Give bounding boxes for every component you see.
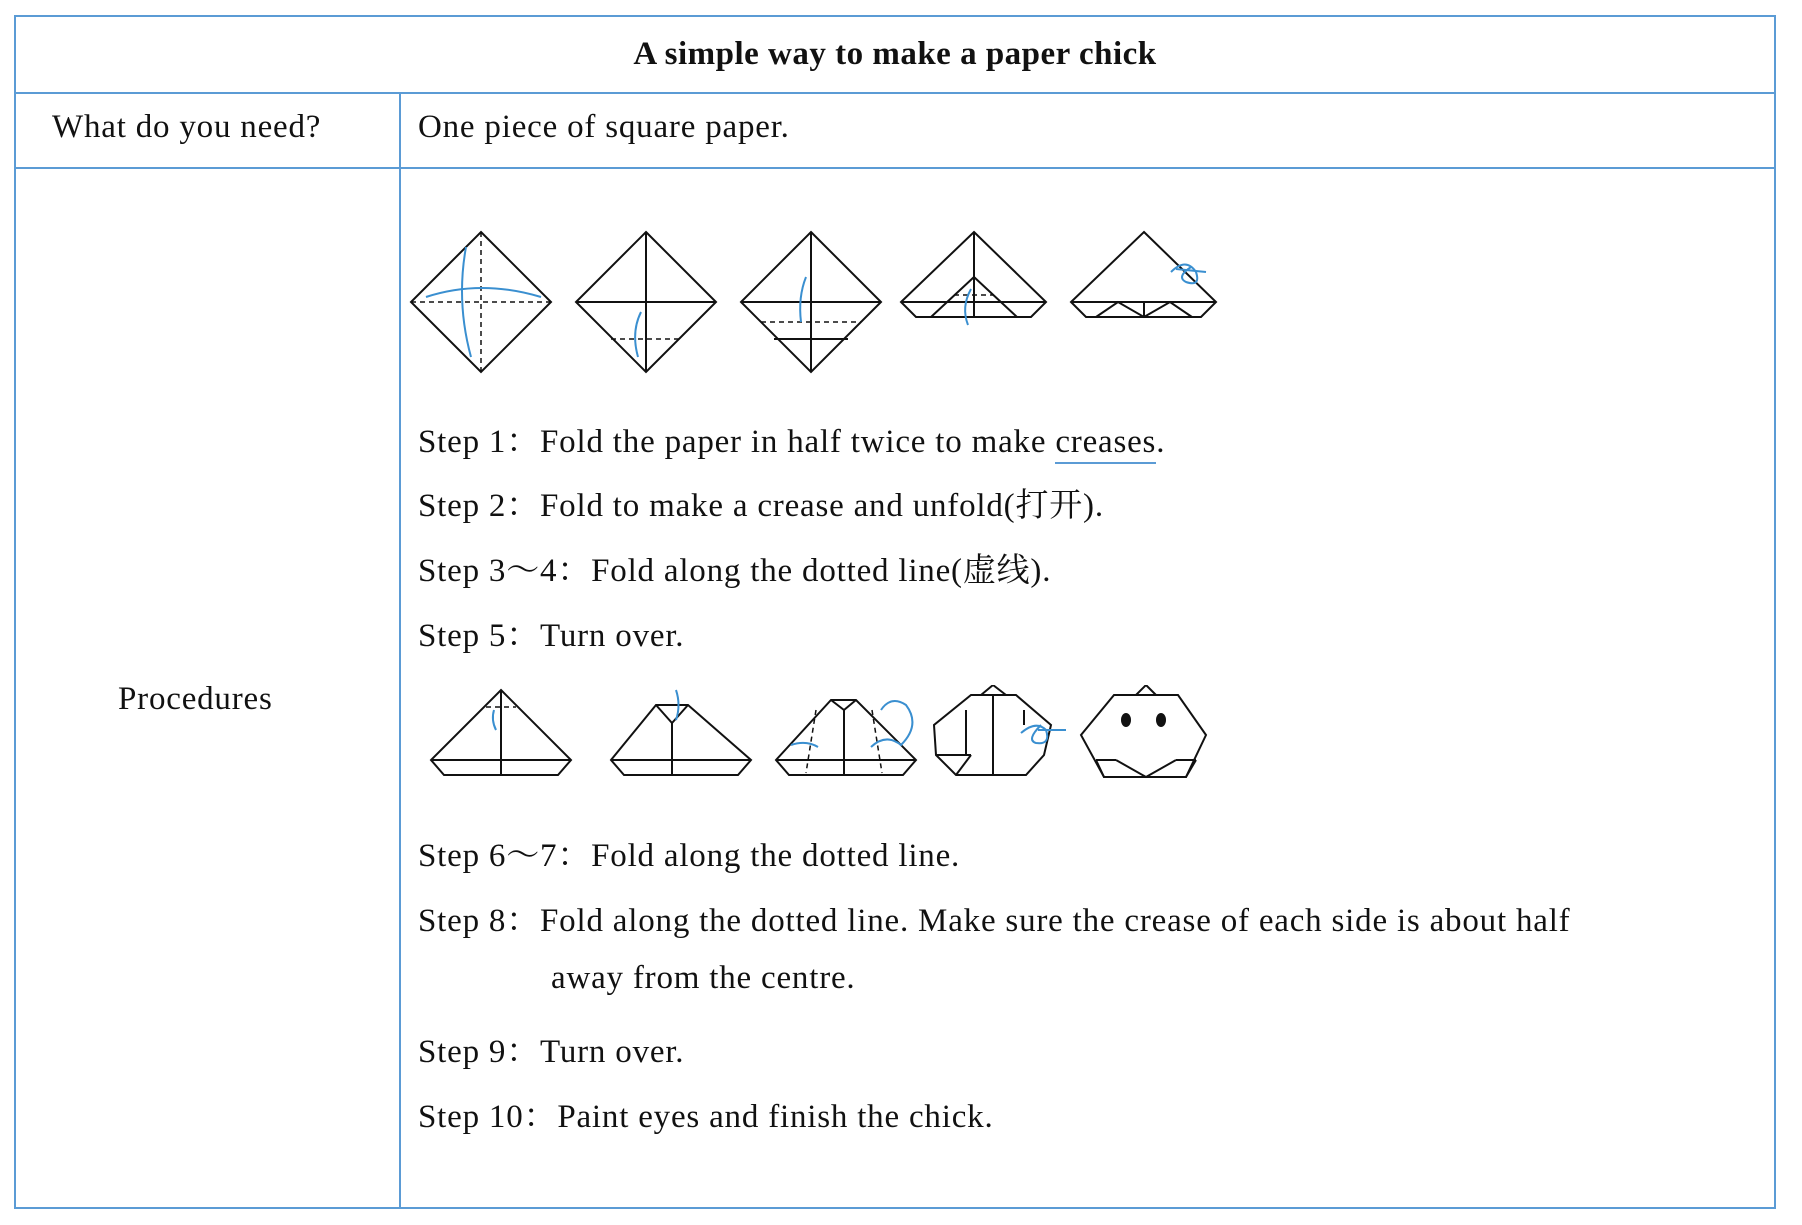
diagram-row-steps-6-10 [426, 685, 1306, 815]
step-1-underlined: creases [1055, 424, 1156, 464]
instruction-table [14, 15, 1776, 1209]
step-6-7 [418, 829, 960, 876]
diagram-step-8 [776, 700, 916, 775]
step-8-key: Step 8： [418, 903, 541, 939]
column-divider [399, 92, 401, 1209]
step-1-end: . [1156, 424, 1166, 460]
diagram-step-7 [611, 690, 751, 775]
step-6-7-key: Step 6～7： [418, 838, 592, 874]
step-5 [418, 609, 684, 656]
step-8 [418, 894, 1570, 941]
step-1-text: Fold the paper in half twice to make [540, 424, 1056, 460]
diagram-step-9 [934, 685, 1066, 775]
step-5-text: Turn over. [540, 618, 685, 654]
diagram-row-steps-1-5 [406, 217, 1306, 397]
diagram-step-4 [901, 232, 1046, 325]
step-1-key: Step 1： [418, 424, 541, 460]
step-8-text-2: away from the centre. [551, 960, 856, 996]
step-3-4 [418, 544, 1051, 591]
diagram-step-1 [411, 232, 551, 372]
step-1 [418, 415, 1165, 462]
step-10 [418, 1090, 994, 1137]
diagram-step-5 [1071, 232, 1216, 317]
need-label: What do you need? [52, 109, 322, 145]
step-3-4-text: Fold along the dotted line(虚线). [591, 553, 1052, 589]
need-value: One piece of square paper. [418, 109, 790, 145]
table-title: A simple way to make a paper chick [16, 17, 1774, 94]
step-9-text: Turn over. [540, 1034, 685, 1070]
diagram-step-10 [1081, 685, 1206, 777]
step-2-text: Fold to make a crease and unfold(打开). [540, 488, 1104, 524]
step-9-key: Step 9： [418, 1034, 541, 1070]
step-6-7-text: Fold along the dotted line. [591, 838, 961, 874]
step-10-text: Paint eyes and finish the chick. [557, 1099, 994, 1135]
step-2 [418, 479, 1104, 526]
row-divider [16, 167, 1774, 169]
step-8-text: Fold along the dotted line. Make sure the crease of each side is about half [540, 903, 1571, 939]
diagram-step-3 [741, 232, 881, 372]
step-3-4-key: Step 3～4： [418, 553, 592, 589]
procedures-label: Procedures [118, 681, 273, 717]
step-2-key: Step 2： [418, 488, 541, 524]
step-5-key: Step 5： [418, 618, 541, 654]
step-9 [418, 1025, 684, 1072]
diagram-step-6 [431, 690, 571, 775]
step-10-key: Step 10： [418, 1099, 558, 1135]
step-8-continued [551, 960, 856, 997]
diagram-step-2 [576, 232, 716, 372]
